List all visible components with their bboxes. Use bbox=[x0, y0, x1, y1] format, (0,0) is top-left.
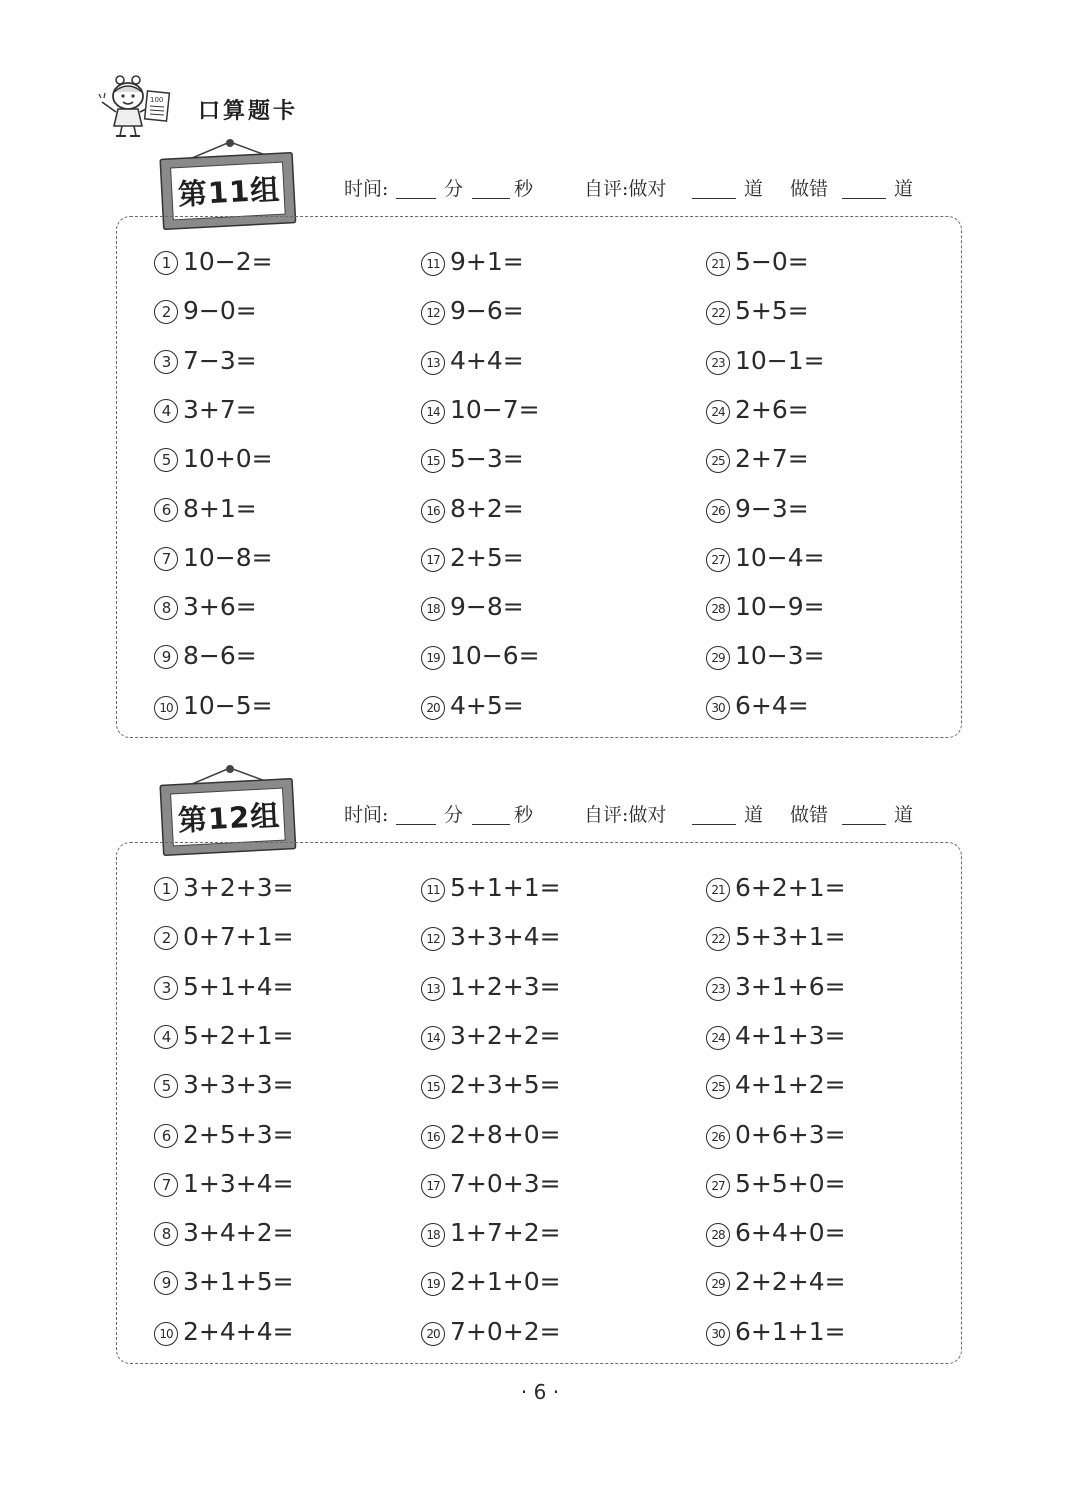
question-number: 11 bbox=[421, 252, 445, 276]
question-expression: 3+3+4= bbox=[450, 922, 561, 952]
question-item bbox=[706, 295, 809, 327]
question-item bbox=[421, 971, 561, 1003]
question-item bbox=[421, 246, 524, 278]
question-item bbox=[154, 1217, 294, 1249]
question-number: 2 bbox=[154, 926, 178, 950]
question-item bbox=[154, 872, 294, 904]
question-expression: 5+3+1= bbox=[735, 922, 846, 952]
time-label: 时间: bbox=[344, 178, 389, 200]
question-number: 14 bbox=[421, 400, 445, 424]
time-label: 时间: bbox=[344, 804, 389, 826]
question-item bbox=[421, 1217, 561, 1249]
question-expression: 10−6= bbox=[450, 641, 540, 671]
question-item bbox=[154, 443, 273, 475]
question-number: 30 bbox=[706, 696, 730, 720]
page-header bbox=[98, 74, 398, 144]
question-expression: 5−0= bbox=[735, 247, 809, 276]
question-expression: 10−2= bbox=[183, 247, 273, 276]
question-item bbox=[706, 345, 825, 377]
question-expression: 10−4= bbox=[735, 542, 825, 572]
question-number: 30 bbox=[706, 1322, 730, 1346]
question-item bbox=[706, 1020, 846, 1052]
question-expression: 3+1+5= bbox=[183, 1267, 294, 1297]
minutes-label: 分 bbox=[444, 178, 464, 200]
question-expression: 3+7= bbox=[183, 394, 257, 424]
question-item bbox=[421, 1119, 561, 1151]
question-item bbox=[154, 295, 257, 327]
question-expression: 2+5= bbox=[450, 542, 524, 572]
question-number: 21 bbox=[706, 878, 730, 902]
question-item bbox=[154, 493, 257, 525]
seconds-label: 秒 bbox=[514, 178, 534, 200]
question-item bbox=[706, 971, 846, 1003]
question-number: 6 bbox=[154, 1124, 178, 1148]
question-expression: 3+2+2= bbox=[450, 1020, 561, 1050]
question-expression: 6+2+1= bbox=[735, 873, 846, 902]
question-item bbox=[154, 640, 257, 672]
question-number: 8 bbox=[154, 596, 178, 620]
question-expression: 10−8= bbox=[183, 542, 273, 572]
question-expression: 2+1+0= bbox=[450, 1267, 561, 1297]
girl-mascot-icon bbox=[98, 74, 178, 142]
question-number: 17 bbox=[421, 1174, 445, 1198]
question-number: 2 bbox=[154, 300, 178, 324]
question-item bbox=[706, 246, 809, 278]
question-number: 12 bbox=[421, 927, 445, 951]
question-expression: 10−1= bbox=[735, 345, 825, 375]
question-item bbox=[706, 1069, 846, 1101]
correct-count-blank[interactable] bbox=[692, 824, 736, 825]
question-number: 13 bbox=[421, 977, 445, 1001]
question-item bbox=[154, 394, 257, 426]
question-expression: 10+0= bbox=[183, 444, 273, 474]
question-number: 16 bbox=[421, 1125, 445, 1149]
wrong-unit-label: 道 bbox=[894, 178, 914, 200]
question-item bbox=[421, 1168, 561, 1200]
question-item bbox=[154, 1168, 294, 1200]
question-number: 26 bbox=[706, 499, 730, 523]
question-number: 20 bbox=[421, 1322, 445, 1346]
question-expression: 3+2+3= bbox=[183, 873, 294, 902]
self-eval-correct-label: 自评:做对 bbox=[584, 804, 667, 826]
question-number: 3 bbox=[154, 350, 178, 374]
question-number: 28 bbox=[706, 597, 730, 621]
question-expression: 4+1+3= bbox=[735, 1020, 846, 1050]
question-number: 5 bbox=[154, 448, 178, 472]
mascot-sign-text: 100 bbox=[150, 96, 164, 104]
question-item bbox=[421, 1316, 561, 1348]
question-expression: 6+1+1= bbox=[735, 1316, 846, 1346]
question-item bbox=[706, 872, 846, 904]
question-number: 19 bbox=[421, 646, 445, 670]
question-expression: 5+5+0= bbox=[735, 1168, 846, 1198]
question-item bbox=[706, 542, 825, 574]
question-expression: 8+2= bbox=[450, 493, 524, 523]
question-expression: 9−0= bbox=[183, 296, 257, 326]
question-number: 14 bbox=[421, 1026, 445, 1050]
question-expression: 7−3= bbox=[183, 345, 257, 375]
question-item bbox=[421, 872, 561, 904]
question-item bbox=[706, 1266, 846, 1298]
question-expression: 8+1= bbox=[183, 493, 257, 523]
question-number: 13 bbox=[421, 351, 445, 375]
question-item bbox=[421, 493, 524, 525]
question-item bbox=[421, 295, 524, 327]
question-expression: 1+3+4= bbox=[183, 1168, 294, 1198]
question-number: 1 bbox=[154, 877, 178, 901]
question-item bbox=[706, 1316, 846, 1348]
question-expression: 0+7+1= bbox=[183, 922, 294, 952]
question-expression: 5−3= bbox=[450, 444, 524, 474]
question-expression: 10−7= bbox=[450, 394, 540, 424]
question-item bbox=[706, 1119, 846, 1151]
question-expression: 5+2+1= bbox=[183, 1020, 294, 1050]
question-item bbox=[706, 1217, 846, 1249]
question-number: 25 bbox=[706, 1075, 730, 1099]
question-expression: 2+2+4= bbox=[735, 1267, 846, 1297]
question-expression: 3+3+3= bbox=[183, 1070, 294, 1100]
question-item bbox=[421, 921, 561, 953]
question-item bbox=[706, 591, 825, 623]
question-item bbox=[154, 345, 257, 377]
question-item bbox=[154, 1316, 294, 1348]
question-number: 23 bbox=[706, 977, 730, 1001]
question-item bbox=[154, 971, 294, 1003]
wrong-count-blank[interactable] bbox=[842, 198, 886, 199]
question-number: 27 bbox=[706, 548, 730, 572]
question-number: 21 bbox=[706, 252, 730, 276]
question-number: 18 bbox=[421, 1223, 445, 1247]
question-item bbox=[154, 1119, 294, 1151]
question-number: 28 bbox=[706, 1223, 730, 1247]
correct-unit-label: 道 bbox=[744, 804, 764, 826]
question-expression: 2+3+5= bbox=[450, 1070, 561, 1100]
question-expression: 5+5= bbox=[735, 296, 809, 326]
question-number: 4 bbox=[154, 1025, 178, 1049]
question-number: 3 bbox=[154, 976, 178, 1000]
question-expression: 4+1+2= bbox=[735, 1070, 846, 1100]
question-expression: 5+1+1= bbox=[450, 873, 561, 902]
seconds-blank[interactable] bbox=[472, 198, 510, 199]
question-expression: 4+4= bbox=[450, 345, 524, 375]
question-item bbox=[421, 1069, 561, 1101]
wrong-count-blank[interactable] bbox=[842, 824, 886, 825]
question-item bbox=[421, 394, 540, 426]
question-expression: 5+1+4= bbox=[183, 971, 294, 1001]
question-number: 29 bbox=[706, 646, 730, 670]
question-item bbox=[421, 640, 540, 672]
question-expression: 2+5+3= bbox=[183, 1119, 294, 1149]
question-number: 27 bbox=[706, 1174, 730, 1198]
correct-count-blank[interactable] bbox=[692, 198, 736, 199]
question-expression: 3+1+6= bbox=[735, 971, 846, 1001]
question-expression: 10−9= bbox=[735, 592, 825, 622]
question-number: 11 bbox=[421, 878, 445, 902]
question-item bbox=[421, 443, 524, 475]
question-expression: 7+0+3= bbox=[450, 1168, 561, 1198]
question-number: 7 bbox=[154, 547, 178, 571]
question-expression: 3+6= bbox=[183, 592, 257, 622]
question-expression: 7+0+2= bbox=[450, 1316, 561, 1346]
question-item bbox=[421, 690, 524, 722]
question-number: 25 bbox=[706, 449, 730, 473]
question-expression: 2+8+0= bbox=[450, 1119, 561, 1149]
question-number: 4 bbox=[154, 399, 178, 423]
question-expression: 1+7+2= bbox=[450, 1218, 561, 1248]
question-item bbox=[421, 591, 524, 623]
minutes-blank[interactable] bbox=[396, 198, 436, 199]
question-expression: 3+4+2= bbox=[183, 1218, 294, 1248]
question-item bbox=[706, 690, 809, 722]
question-expression: 9−8= bbox=[450, 592, 524, 622]
page-title: 口算题卡 bbox=[198, 99, 299, 124]
seconds-label: 秒 bbox=[514, 804, 534, 826]
question-number: 10 bbox=[154, 696, 178, 720]
minutes-blank[interactable] bbox=[396, 824, 436, 825]
page-number: · 6 · bbox=[520, 1380, 560, 1404]
wrong-label: 做错 bbox=[790, 178, 829, 200]
question-number: 18 bbox=[421, 597, 445, 621]
question-number: 9 bbox=[154, 1271, 178, 1295]
question-number: 20 bbox=[421, 696, 445, 720]
question-item bbox=[154, 921, 294, 953]
question-number: 9 bbox=[154, 645, 178, 669]
question-number: 5 bbox=[154, 1074, 178, 1098]
question-number: 7 bbox=[154, 1173, 178, 1197]
question-number: 24 bbox=[706, 400, 730, 424]
question-item bbox=[706, 640, 825, 672]
question-expression: 8−6= bbox=[183, 641, 257, 671]
question-number: 15 bbox=[421, 1075, 445, 1099]
question-number: 12 bbox=[421, 301, 445, 325]
wrong-unit-label: 道 bbox=[894, 804, 914, 826]
question-number: 22 bbox=[706, 927, 730, 951]
question-expression: 0+6+3= bbox=[735, 1119, 846, 1149]
question-item bbox=[706, 394, 809, 426]
question-expression: 9+1= bbox=[450, 247, 524, 276]
question-item bbox=[154, 542, 273, 574]
wrong-label: 做错 bbox=[790, 804, 829, 826]
question-item bbox=[421, 542, 524, 574]
question-item bbox=[421, 1266, 561, 1298]
group-title: 第11组 bbox=[177, 172, 282, 212]
question-number: 17 bbox=[421, 548, 445, 572]
question-number: 10 bbox=[154, 1322, 178, 1346]
question-expression: 10−5= bbox=[183, 690, 273, 720]
question-number: 26 bbox=[706, 1125, 730, 1149]
question-item bbox=[154, 246, 273, 278]
question-number: 29 bbox=[706, 1272, 730, 1296]
question-expression: 6+4= bbox=[735, 690, 809, 720]
question-expression: 4+5= bbox=[450, 690, 524, 720]
question-expression: 2+7= bbox=[735, 444, 809, 474]
question-number: 1 bbox=[154, 251, 178, 275]
question-item bbox=[154, 690, 273, 722]
correct-unit-label: 道 bbox=[744, 178, 764, 200]
question-expression: 10−3= bbox=[735, 641, 825, 671]
question-expression: 6+4+0= bbox=[735, 1218, 846, 1248]
question-item bbox=[154, 1266, 294, 1298]
question-number: 22 bbox=[706, 301, 730, 325]
self-evaluation-line bbox=[344, 800, 984, 830]
question-item bbox=[706, 1168, 846, 1200]
question-number: 6 bbox=[154, 498, 178, 522]
question-item bbox=[706, 443, 809, 475]
question-number: 15 bbox=[421, 449, 445, 473]
question-number: 19 bbox=[421, 1272, 445, 1296]
group-title: 第12组 bbox=[177, 798, 282, 838]
minutes-label: 分 bbox=[444, 804, 464, 826]
question-item bbox=[154, 1069, 294, 1101]
question-number: 16 bbox=[421, 499, 445, 523]
seconds-blank[interactable] bbox=[472, 824, 510, 825]
question-item bbox=[421, 345, 524, 377]
question-expression: 9−3= bbox=[735, 493, 809, 523]
question-item bbox=[154, 1020, 294, 1052]
question-number: 8 bbox=[154, 1222, 178, 1246]
question-item bbox=[154, 591, 257, 623]
question-item bbox=[421, 1020, 561, 1052]
question-number: 23 bbox=[706, 351, 730, 375]
question-number: 24 bbox=[706, 1026, 730, 1050]
question-item bbox=[706, 493, 809, 525]
question-expression: 9−6= bbox=[450, 296, 524, 326]
question-expression: 2+6= bbox=[735, 394, 809, 424]
question-item bbox=[706, 921, 846, 953]
self-eval-correct-label: 自评:做对 bbox=[584, 178, 667, 200]
self-evaluation-line bbox=[344, 174, 984, 204]
question-expression: 2+4+4= bbox=[183, 1316, 294, 1346]
question-expression: 1+2+3= bbox=[450, 971, 561, 1001]
